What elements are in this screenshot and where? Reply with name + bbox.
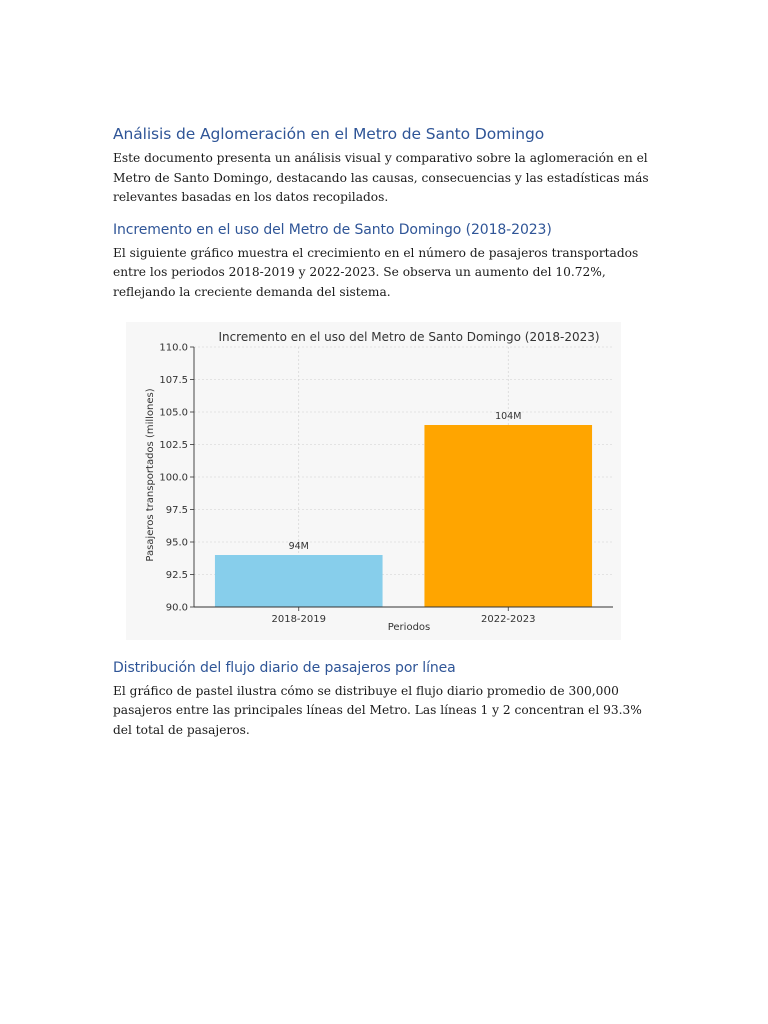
y-tick-label: 92.5 [165,569,188,581]
bar-2022-2023 [424,425,592,607]
x-tick-label: 2018-2019 [271,613,327,625]
data-label: 94M [288,540,309,552]
section-heading-distribution: Distribución del flujo diario de pasajeros por línea [113,659,456,676]
data-label: 104M [495,410,522,422]
section-text-usage: El siguiente gráfico muestra el crecimiento en el número de pasajeros transportados entre los periodos 2018-2019 y 2022-2023. Se observa un aumento del 10.72%, reflejando la creciente demanda del sistema. [113,245,639,299]
y-tick-label: 105.0 [159,407,188,419]
y-tick-label: 110.0 [159,342,188,354]
chart-title: Incremento en el uso del Metro de Santo Domingo (2018-2023) [218,329,600,344]
chart-ylabel: Pasajeros transportados (millones) [145,387,156,562]
bar-chart-svg [126,322,621,640]
y-tick-label: 100.0 [159,472,188,484]
section-text-distribution: El gráfico de pastel ilustra cómo se distribuye el flujo diario promedio de 300,000 pasajeros entre las principales líneas del Metro. Las líneas 1 y 2 concentran el 93.3% del total de pasajeros. [113,683,642,737]
bar-chart [126,322,621,640]
document-title: Análisis de Aglomeración en el Metro de Santo Domingo [113,125,545,143]
y-tick-label: 107.5 [159,374,188,386]
y-tick-label: 102.5 [159,439,188,451]
y-tick-label: 95.0 [165,537,188,549]
x-tick-label: 2022-2023 [480,613,536,625]
y-tick-label: 97.5 [165,504,188,516]
chart-xlabel: Periodos [387,621,431,633]
bar-2018-2019 [215,555,383,607]
y-tick-label: 90.0 [165,602,188,614]
chart-bars [215,411,592,607]
document-page [113,125,658,740]
section-heading-usage: Incremento en el uso del Metro de Santo Domingo (2018-2023) [113,221,552,238]
intro-paragraph: Este documento presenta un análisis visual y comparativo sobre la aglomeración en el Metro de Santo Domingo, destacando las causas, consecuencias y las estadísticas más relevantes basadas en los datos recopilados. [113,151,649,205]
